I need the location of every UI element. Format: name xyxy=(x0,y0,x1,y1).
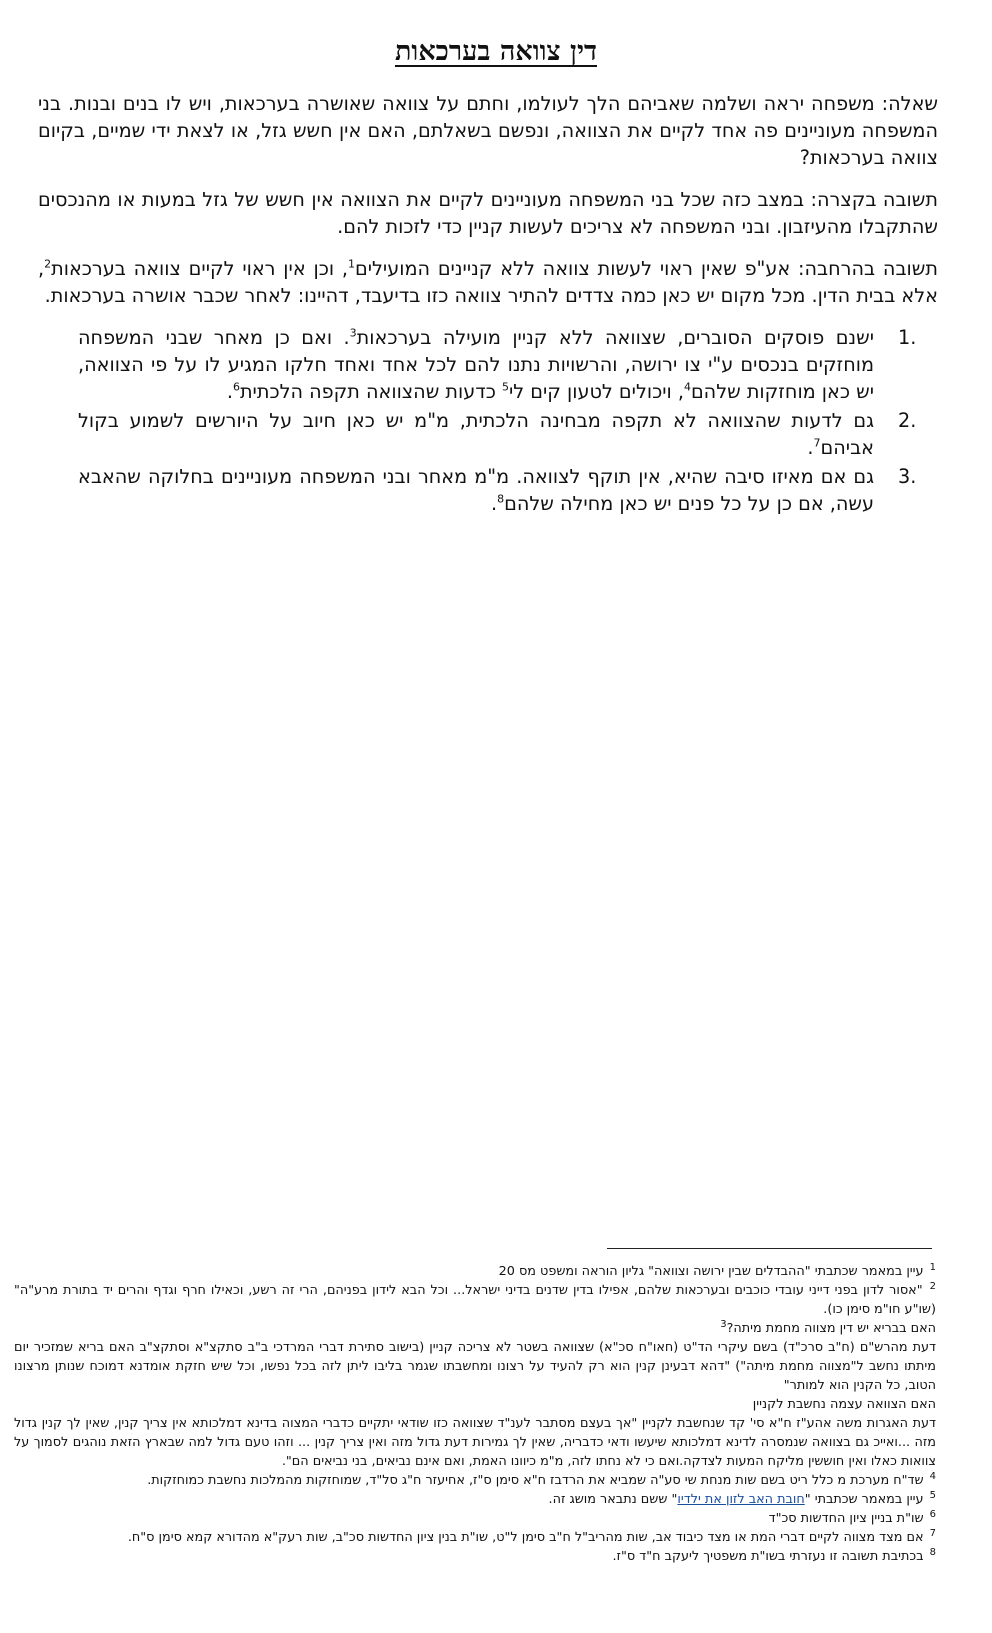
footnote-ref-6[interactable]: 6 xyxy=(232,380,240,394)
footnote-number: 8 xyxy=(929,1546,936,1558)
footnote-number: 3 xyxy=(720,1318,727,1330)
footnote-3-continued: דעת מהרש"ם (ח"ב סרכ"ד) בשם עיקרי הד"ט (חאו"ח סכ"א) שצוואה בשטר לא צריכה קניין (בישוב סתירת דברי המרדכי ב"ב סתקצ"א וסתקצ"ב האם בריא שמזכיר יום מיתתו נחשב ל"מצווה מחמת מיתה") "דהא דבעינן קנין הוא רק להעיד על רצונו ומחשבתו שגמר בליבו ליתן לזה בכל נפשו, וכל שיש חזקת אומדנא דמוכח שנותן מרצונו הטוב, כל הקנין הוא למותר" xyxy=(14,1340,936,1393)
footnote-1 xyxy=(14,1262,936,1281)
footnote-number: 5 xyxy=(929,1489,936,1501)
document-body xyxy=(38,90,938,519)
footnote-number: 1 xyxy=(929,1261,936,1273)
list-item-text: . xyxy=(226,380,233,403)
list-item-text: , ויכולים לטעון קים לי xyxy=(508,380,684,403)
footnote-6 xyxy=(14,1509,936,1528)
page-title: דין צוואה בערכאות xyxy=(394,36,598,67)
list-item xyxy=(38,463,938,517)
footnote-text: עיין במאמר שכתבתי "ההבדלים שבין ירושה וצוואה" גליון הוראה ומשפט מס 20 xyxy=(498,1264,924,1279)
footnote-7 xyxy=(14,1528,936,1547)
footnote-text: שו"ת בניין ציון החדשות סכ"ד xyxy=(768,1511,924,1526)
reasons-list xyxy=(38,324,938,517)
question-paragraph: שאלה: משפחה יראה ושלמה שאביהם הלך לעולמו, וחתם על צוואה שאושרה בערכאות, ויש לו בנים ובנות. בני המשפחה מעוניינים פה אחד לקיים את הצוואה, ונפשם בשאלתם, האם אין חשש גזל, או לצאת ידי שמיים, בקיום צוואה בערכאות? xyxy=(38,92,938,169)
footnote-number: 7 xyxy=(929,1527,936,1539)
footnote-ref-3[interactable]: 3 xyxy=(349,326,357,340)
footnote-ref-1[interactable]: 1 xyxy=(347,257,355,271)
footnote-3 xyxy=(14,1319,936,1338)
footnote-4 xyxy=(14,1471,936,1490)
footnote-text: "אסור לדון בפני דייני עובדי כוכבים ובערכאות שלהם, אפילו בדין שדנים בדיני ישראל... וכל הבא לידון בפניהם, הרי זה רשע, וכאילו חרף וגדף והרים יד בתורת מרע"ה" (שו"ע חו"מ סימן כו). xyxy=(14,1283,936,1317)
list-item-text: כדעות שהצוואה תקפה הלכתית xyxy=(239,380,502,403)
footnote-ref-8[interactable]: 8 xyxy=(497,492,505,506)
list-item-text: ישנם פוסקים הסוברים, שצוואה ללא קניין מועילה בערכאות xyxy=(356,326,875,349)
list-item-text: . xyxy=(807,436,814,459)
footnote-ref-5[interactable]: 5 xyxy=(501,380,509,394)
footnote-text: שד"ח מערכת מ כלל ריט בשם שות מנחת שי סע"ה שמביא את הרדבז ח"א סימן ס"ז, אחיעזר ח"ג סל"ד, שמוחזקות מהמלכות נחשבת כמוחזקות. xyxy=(147,1473,924,1488)
long-answer-text-1: תשובה בהרחבה: אע"פ שאין ראוי לעשות צוואה ללא קניינים המועילים xyxy=(354,257,938,280)
list-item-number: .2 xyxy=(898,409,917,432)
long-answer-paragraph xyxy=(38,255,938,309)
footnote-ref-2[interactable]: 2 xyxy=(44,257,52,271)
footnote-ref-4[interactable]: 4 xyxy=(683,380,691,394)
footnote-8 xyxy=(14,1547,936,1566)
footnote-separator xyxy=(607,1248,932,1249)
footnote-text: בכתיבת תשובה זו נעזרתי בשו"ת משפטיך ליעקב ח"ד ס"ז. xyxy=(612,1549,924,1564)
footnote-5 xyxy=(14,1490,936,1509)
list-item xyxy=(38,324,938,405)
list-item-number: .1 xyxy=(898,326,917,349)
footnote-3-subheading: האם הצוואה עצמה נחשבת לקניין xyxy=(752,1397,936,1412)
article-link[interactable]: חובת האב לזון את ילדיו xyxy=(677,1492,805,1507)
footnote-3-quote: דעת האגרות משה אהע"ז ח"א סי' קד שנחשבת לקניין "אך בעצם מסתבר לענ"ד שצוואה כזו שודאי יתקיים כדברי המצוה בדינא דמלכותא אין צריך קנין, שאין לך קנין גדול מזה ...ואייכ גם בצוואה שנמסרה לדינא דמלכותא שיעשו ודאי כדבריה, שאין לך גמירות דעת גדול מזה ואין צריך קנין ... וזהו טעם גדול למה שבארץ הזאת נוהגים לסמוך על צוואות כאלו ואין חוששין מליקח המעות לצדקה.ואם כי לא נחתו לזה, מ"מ כיוונו האמת, ואם אינם נביאים, בני נביאים הם". xyxy=(14,1416,936,1469)
footnote-text: " ששם נתבאר מושג זה. xyxy=(548,1492,678,1507)
footnote-text: עיין במאמר שכתבתי " xyxy=(804,1492,924,1507)
list-item xyxy=(38,407,938,461)
list-item-text: גם לדעות שהצוואה לא תקפה מבחינה הלכתית, מ"מ יש כאן חיוב על היורשים לשמוע בקול אביהם xyxy=(78,409,874,459)
footnote-number: 4 xyxy=(929,1470,936,1482)
footnote-2 xyxy=(14,1281,936,1319)
list-item-text: . xyxy=(491,492,498,515)
list-item-text: גם אם מאיזו סיבה שהיא, אין תוקף לצוואה. מ"מ מאחר ובני המשפחה מעוניינים בחלוקה שהאבא עשה, אם כן על כל פנים יש כאן מחילה שלהם xyxy=(78,465,874,515)
footnote-text: האם בבריא יש דין מצווה מחמת מיתה? xyxy=(726,1321,936,1336)
footnote-ref-7[interactable]: 7 xyxy=(813,436,821,450)
footnotes xyxy=(14,1262,936,1566)
short-answer-paragraph: תשובה בקצרה: במצב כזה שכל בני המשפחה מעוניינים לקיים את הצוואה אין חשש של גזל במעות או מהנכסים שהתקבלו מהעיזבון. ובני המשפחה לא צריכים לעשות קניין כדי לזכות להם. xyxy=(38,188,938,238)
long-answer-text-2: , וכן אין ראוי לקיים צוואה בערכאות xyxy=(51,257,348,280)
list-item-text: . ואם כן מאחר שבני המשפחה מוחזקים בנכסים ע"י צו ירושה, והרשויות נתנו להם לכל אחד ואחד חלקו המגיע לו על פי הצוואה, יש כאן מוחזקות שלהם xyxy=(78,326,874,403)
list-item-number: .3 xyxy=(898,465,917,488)
footnote-number: 2 xyxy=(929,1280,936,1292)
footnote-number: 6 xyxy=(929,1508,936,1520)
long-answer-text-3: , אלא בבית הדין. מכל מקום יש כאן כמה צדדים להתיר צוואה כזו בדיעבד, דהיינו: לאחר שכבר אושרה בערכאות. xyxy=(38,257,938,307)
footnote-text: אם מצד מצווה לקיים דברי המת או מצד כיבוד אב, שות מהריב"ל ח"ב סימן ל"ט, שו"ת בנין ציון החדשות סכ"ב, שות רעק"א מהדורא קמא סימן ס"ח. xyxy=(127,1530,924,1545)
